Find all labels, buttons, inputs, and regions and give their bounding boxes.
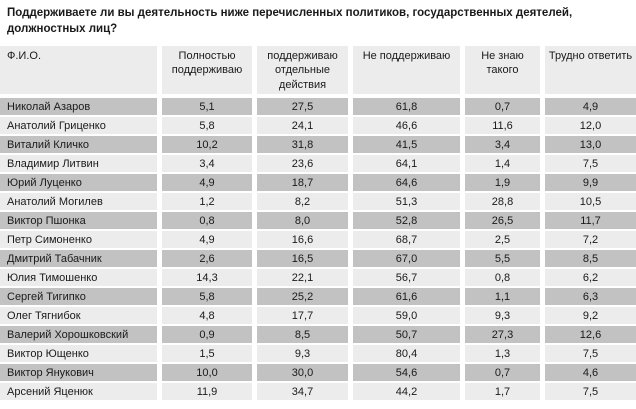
value-cell: 4,6 <box>545 364 636 383</box>
value-cell: 5,1 <box>162 98 257 117</box>
value-cell: 64,1 <box>353 155 465 174</box>
value-cell: 9,9 <box>545 174 636 193</box>
table-row <box>0 364 636 383</box>
table-body <box>0 98 636 402</box>
value-cell: 11,7 <box>545 212 636 231</box>
value-cell: 56,7 <box>353 269 465 288</box>
politician-name: Сергей Тигипко <box>0 288 162 307</box>
column-header-1: Полностью поддерживаю <box>162 46 257 98</box>
value-cell: 4,9 <box>545 98 636 117</box>
value-cell: 28,8 <box>465 193 545 212</box>
table-header <box>0 46 636 98</box>
value-cell: 31,8 <box>257 136 353 155</box>
value-cell: 54,6 <box>353 364 465 383</box>
table-row <box>0 98 636 117</box>
politician-name: Арсений Яценюк <box>0 383 162 402</box>
value-cell: 1,4 <box>465 155 545 174</box>
value-cell: 1,7 <box>465 383 545 402</box>
politician-name: Николай Азаров <box>0 98 162 117</box>
politician-name: Владимир Литвин <box>0 155 162 174</box>
value-cell: 67,0 <box>353 250 465 269</box>
value-cell: 6,3 <box>545 288 636 307</box>
politician-name: Юлия Тимошенко <box>0 269 162 288</box>
table-row <box>0 269 636 288</box>
value-cell: 7,2 <box>545 231 636 250</box>
value-cell: 3,4 <box>465 136 545 155</box>
table-row <box>0 117 636 136</box>
politician-name: Виктор Пшонка <box>0 212 162 231</box>
table-row <box>0 288 636 307</box>
value-cell: 23,6 <box>257 155 353 174</box>
value-cell: 51,3 <box>353 193 465 212</box>
value-cell: 3,4 <box>162 155 257 174</box>
value-cell: 61,8 <box>353 98 465 117</box>
value-cell: 1,2 <box>162 193 257 212</box>
value-cell: 0,7 <box>465 98 545 117</box>
value-cell: 22,1 <box>257 269 353 288</box>
column-header-0: Ф.И.О. <box>0 46 162 98</box>
value-cell: 25,2 <box>257 288 353 307</box>
value-cell: 27,5 <box>257 98 353 117</box>
value-cell: 11,9 <box>162 383 257 402</box>
value-cell: 1,5 <box>162 345 257 364</box>
table-row <box>0 212 636 231</box>
value-cell: 16,6 <box>257 231 353 250</box>
value-cell: 68,7 <box>353 231 465 250</box>
table-row <box>0 307 636 326</box>
value-cell: 7,5 <box>545 155 636 174</box>
value-cell: 24,1 <box>257 117 353 136</box>
value-cell: 13,0 <box>545 136 636 155</box>
column-header-3: Не поддерживаю <box>353 46 465 98</box>
value-cell: 11,6 <box>465 117 545 136</box>
table-row <box>0 345 636 364</box>
value-cell: 10,5 <box>545 193 636 212</box>
value-cell: 5,5 <box>465 250 545 269</box>
value-cell: 27,3 <box>465 326 545 345</box>
politician-name: Виктор Янукович <box>0 364 162 383</box>
value-cell: 10,2 <box>162 136 257 155</box>
value-cell: 1,9 <box>465 174 545 193</box>
value-cell: 64,6 <box>353 174 465 193</box>
table-row <box>0 155 636 174</box>
value-cell: 34,7 <box>257 383 353 402</box>
value-cell: 7,5 <box>545 345 636 364</box>
value-cell: 4,9 <box>162 231 257 250</box>
value-cell: 41,5 <box>353 136 465 155</box>
survey-results-table <box>0 46 636 402</box>
value-cell: 50,7 <box>353 326 465 345</box>
value-cell: 12,6 <box>545 326 636 345</box>
table-header-row <box>0 46 636 98</box>
value-cell: 5,8 <box>162 117 257 136</box>
value-cell: 61,6 <box>353 288 465 307</box>
politician-name: Олег Тягнибок <box>0 307 162 326</box>
politician-name: Дмитрий Табачник <box>0 250 162 269</box>
value-cell: 0,9 <box>162 326 257 345</box>
value-cell: 4,9 <box>162 174 257 193</box>
value-cell: 8,5 <box>545 250 636 269</box>
table-row <box>0 383 636 402</box>
value-cell: 0,8 <box>465 269 545 288</box>
value-cell: 9,2 <box>545 307 636 326</box>
value-cell: 46,6 <box>353 117 465 136</box>
value-cell: 8,5 <box>257 326 353 345</box>
politician-name: Анатолий Гриценко <box>0 117 162 136</box>
value-cell: 5,8 <box>162 288 257 307</box>
value-cell: 14,3 <box>162 269 257 288</box>
value-cell: 1,1 <box>465 288 545 307</box>
value-cell: 18,7 <box>257 174 353 193</box>
table-row <box>0 174 636 193</box>
table-row <box>0 326 636 345</box>
value-cell: 17,7 <box>257 307 353 326</box>
value-cell: 4,8 <box>162 307 257 326</box>
value-cell: 9,3 <box>465 307 545 326</box>
politician-name: Петр Симоненко <box>0 231 162 250</box>
table-row <box>0 136 636 155</box>
value-cell: 1,3 <box>465 345 545 364</box>
value-cell: 2,5 <box>465 231 545 250</box>
value-cell: 80,4 <box>353 345 465 364</box>
column-header-2: поддерживаю отдельные действия <box>257 46 353 98</box>
value-cell: 7,5 <box>545 383 636 402</box>
value-cell: 59,0 <box>353 307 465 326</box>
value-cell: 8,2 <box>257 193 353 212</box>
value-cell: 2,6 <box>162 250 257 269</box>
value-cell: 6,2 <box>545 269 636 288</box>
table-row <box>0 250 636 269</box>
value-cell: 44,2 <box>353 383 465 402</box>
politician-name: Виктор Ющенко <box>0 345 162 364</box>
value-cell: 0,8 <box>162 212 257 231</box>
value-cell: 52,8 <box>353 212 465 231</box>
value-cell: 26,5 <box>465 212 545 231</box>
value-cell: 9,3 <box>257 345 353 364</box>
value-cell: 12,0 <box>545 117 636 136</box>
value-cell: 10,0 <box>162 364 257 383</box>
value-cell: 30,0 <box>257 364 353 383</box>
column-header-5: Трудно ответить <box>545 46 636 98</box>
value-cell: 16,5 <box>257 250 353 269</box>
politician-name: Юрий Луценко <box>0 174 162 193</box>
column-header-4: Не знаю такого <box>465 46 545 98</box>
value-cell: 0,7 <box>465 364 545 383</box>
politician-name: Валерий Хорошковский <box>0 326 162 345</box>
table-row <box>0 193 636 212</box>
table-row <box>0 231 636 250</box>
survey-question-title: Поддерживаете ли вы деятельность ниже перечисленных политиков, государственных деятелей, должностных лиц? <box>7 7 573 36</box>
politician-name: Виталий Кличко <box>0 136 162 155</box>
value-cell: 8,0 <box>257 212 353 231</box>
politician-name: Анатолий Могилев <box>0 193 162 212</box>
